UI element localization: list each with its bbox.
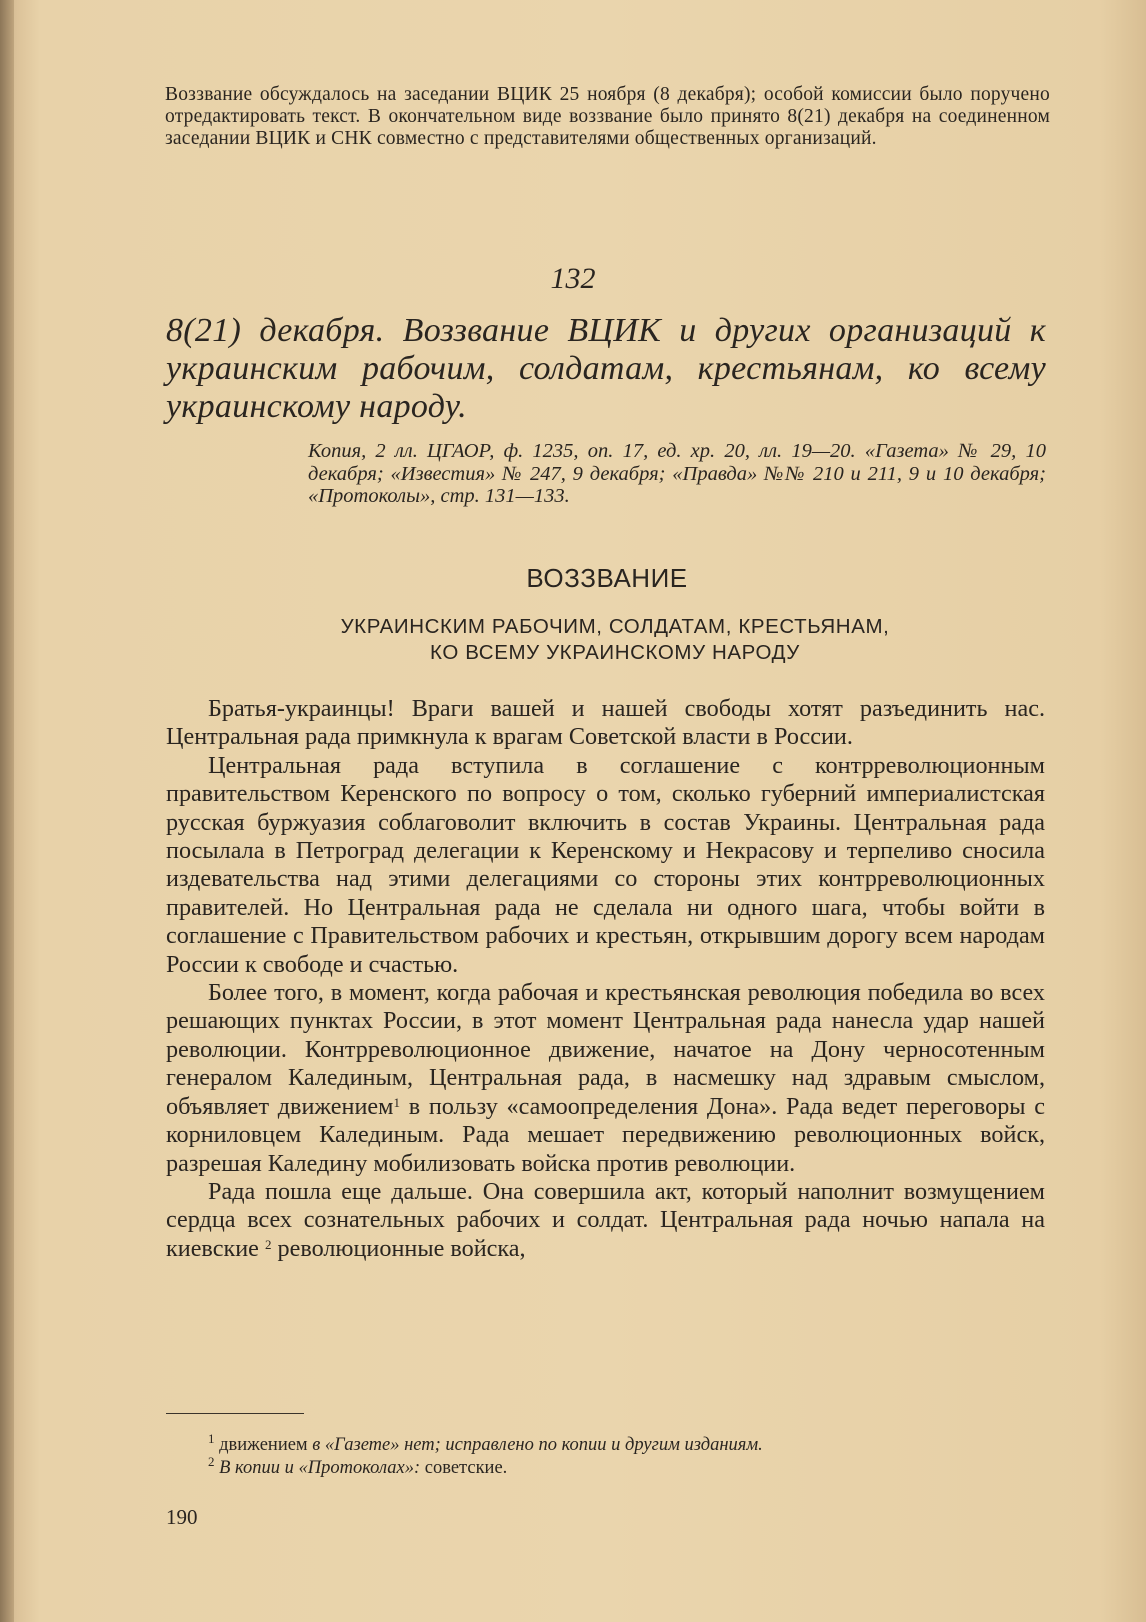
footnote-2-word: советские. <box>424 1458 508 1478</box>
paragraph-3-part-2: в пользу «самоопределения Дона». Рада ведет переговоры с корниловцем Калединым. Рада мешает передвижению революционных войск, разрешая Каледину мобилизовать войска против революции. <box>166 1092 1046 1177</box>
heading-sub-line-1: УКРАИНСКИМ РАБОЧИМ, СОЛДАТАМ, КРЕСТЬЯНАМ, <box>340 615 890 638</box>
paragraph-4-part-1: Рада пошла еще дальше. Она совершила акт, который наполнит возмущением сердца всех сознательных рабочих и солдат. Центральная рада ночью напала на киевские <box>166 1177 1045 1262</box>
paragraph-2: Центральная рада вступила в соглашение с контрреволюционным правительством Керенского по вопросу о том, сколько губерний империалистская русская буржуазия соблаговолит включить в состав Украины. Центральная рада посылала в Петроград делегации к Керенскому и Некрасову и терпеливо сносила издевательства над этими делегациями со стороны этих контрреволюционных правителей. Но Центральная рада не сделала ни одного шага, чтобы войти в соглашение с Правительством рабочих и крестьян, открывшим дорогу всем народам России к свободе и счастью. <box>166 751 1045 978</box>
footnote-divider <box>166 1413 304 1414</box>
page-number: 190 <box>166 1505 198 1529</box>
footnote-2-number: 2 <box>208 1454 215 1469</box>
document-title: 8(21) декабря. Воззвание ВЦИК и других организаций к украинским рабочим, солдатам, крестьянам, ко всему украинскому народу. <box>166 312 1046 425</box>
paragraph-3-part-1: Более того, в момент, когда рабочая и крестьянская революция победила во всех решающих пунктах России, в этот момент Центральная рада нанесла удар нашей революции. Контрреволюционное движение, начатое на Дону черносотенным генералом Калединым, Центральная рада, в насмешку над здравым смыслом, объявляет движением <box>166 979 1045 1120</box>
binding-edge <box>0 0 14 1622</box>
heading-main: ВОЗЗВАНИЕ <box>526 563 688 593</box>
body-text <box>166 695 1045 1263</box>
source-note: Копия, 2 лл. ЦГАОР, ф. 1235, оп. 17, ед. хр. 20, лл. 19—20. «Газета» № 29, 10 декабря; «Известия» № 247, 9 декабря; «Правда» №№ 210 и 211, 9 и 10 декабря; «Протоколы», стр. 131—133. <box>308 440 1046 507</box>
footnote-1-text: в «Газете» нет; исправлено по копии и другим изданиям. <box>312 1435 763 1455</box>
document-number: 132 <box>550 262 596 295</box>
footnote-mark-2: 2 <box>264 1236 272 1252</box>
paragraph-1: Братья-украинцы! Враги вашей и нашей свободы хотят разъединить нас. Центральная рада примкнула к врагам Советской власти в России. <box>166 695 1045 751</box>
footnotes <box>208 1431 1048 1480</box>
footnote-1-word: движением <box>219 1435 308 1455</box>
footnote-1-number: 1 <box>208 1431 215 1446</box>
heading-sub-line-2: КО ВСЕМУ УКРАИНСКОМУ НАРОДУ <box>430 641 800 664</box>
intro-note: Воззвание обсуждалось на заседании ВЦИК 25 ноября (8 декабря); особой комиссии было поручено отредактировать текст. В окончательном виде воззвание было принято 8(21) декабря на соединенном заседании ВЦИК и СНК совместно с представителями общественных организаций. <box>165 84 1050 149</box>
heading-sub <box>270 614 960 666</box>
paragraph-3 <box>166 979 1045 1178</box>
footnote-1 <box>208 1431 1048 1457</box>
footnote-2-text: В копии и «Протоколах»: <box>219 1458 421 1478</box>
footnote-mark-1: 1 <box>393 1094 400 1110</box>
paragraph-4 <box>166 1178 1045 1263</box>
footnote-2 <box>208 1454 1048 1480</box>
paragraph-4-part-2: революционные войска, <box>271 1234 526 1262</box>
